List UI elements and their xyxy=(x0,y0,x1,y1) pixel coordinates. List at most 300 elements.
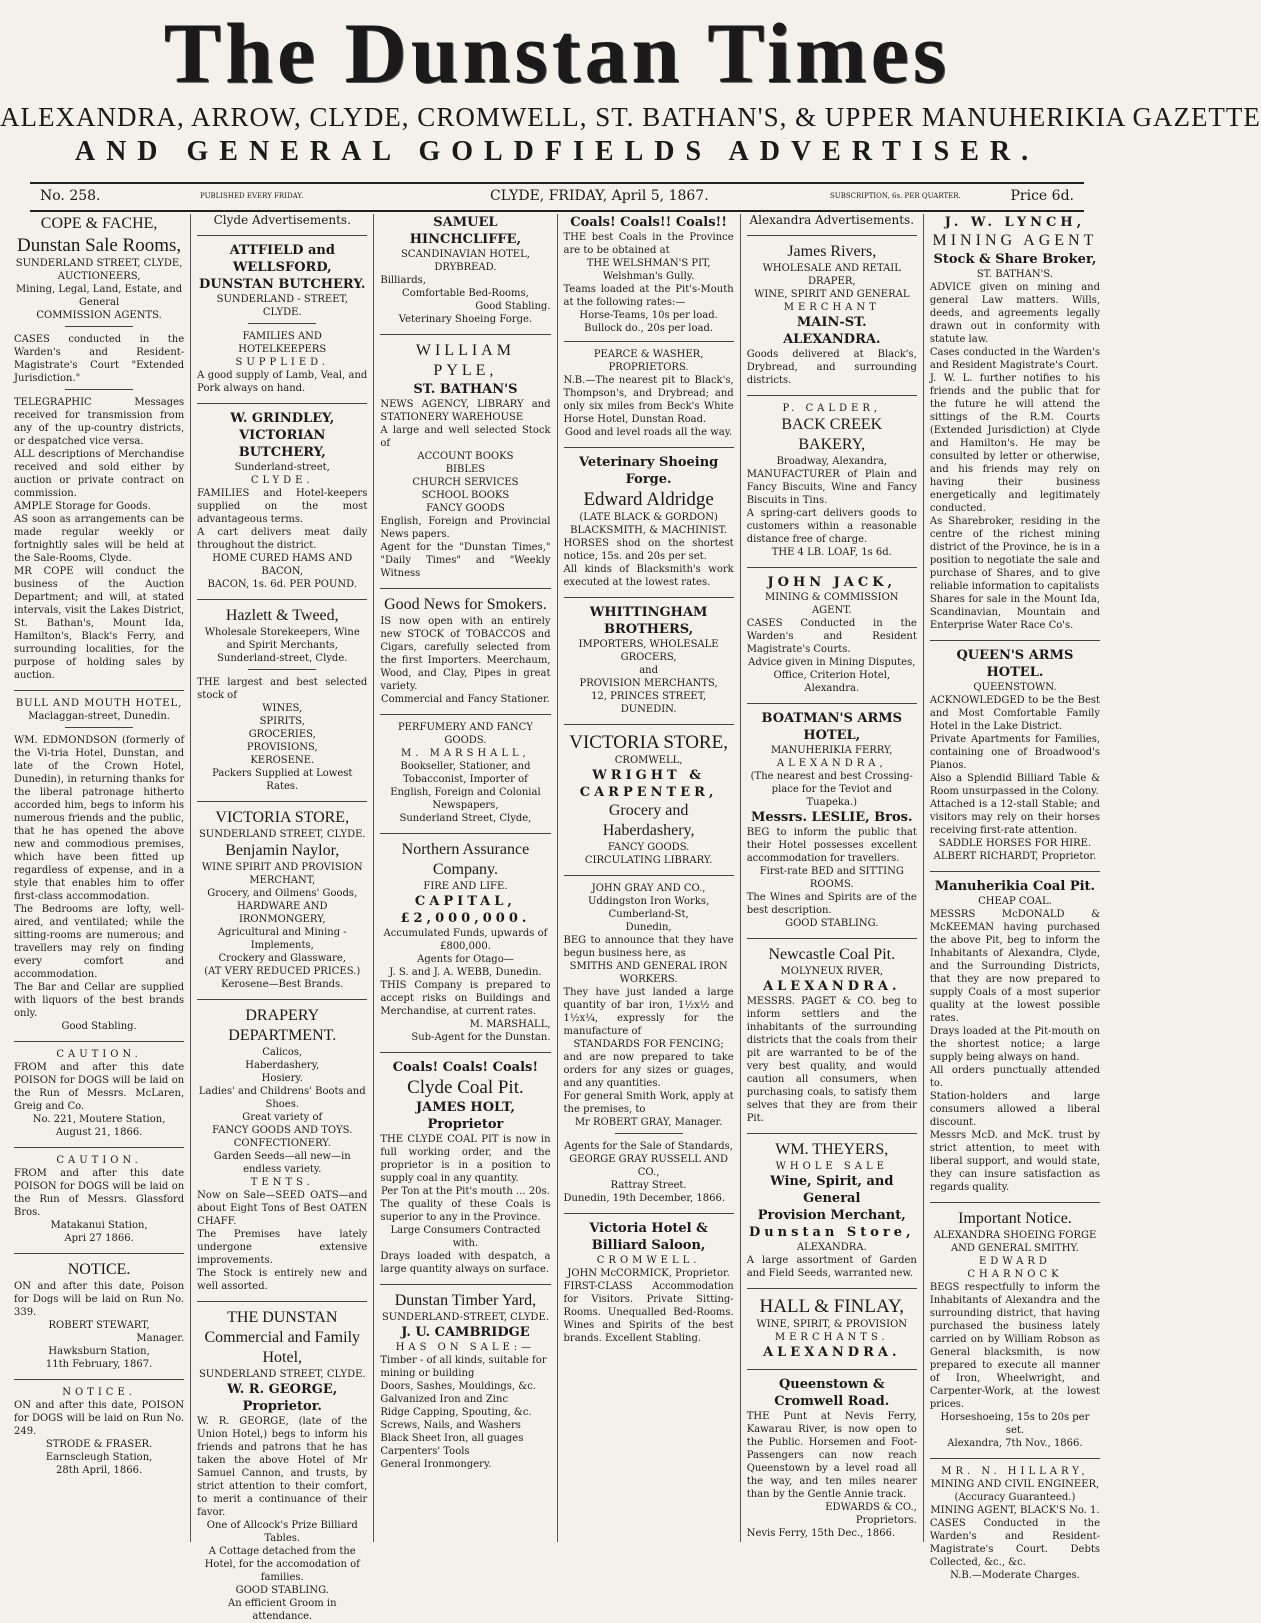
notice-title: NOTICE. xyxy=(62,1387,136,1398)
ad-line: CIRCULATING LIBRARY. xyxy=(584,855,713,866)
ad-line: PROVISION MERCHANTS, xyxy=(579,678,718,689)
ad-paragraph: J. W. L. further notifies to his friends and the public that for the future he will attend the sittings of the R.M. Courts (Extended Jurisdiction) at Clyde and Hamilton's. He may be consulted by letter or otherwise, and his friends may rely on having their business energetically and legitimately conducted. xyxy=(929,373,1101,514)
ad-line: Bullock do., 20s per load. xyxy=(584,323,714,334)
ad-title: Queenstown & Cromwell Road. xyxy=(774,1377,890,1409)
ad-paragraph: ADVICE given on mining and general Law matters. Wills, deeds, and agreements legally drawn out in conformity with statute law. xyxy=(929,282,1101,345)
ad-line: BLACKSMITH, & MACHINIST. xyxy=(570,525,728,536)
ad-item: SCHOOL BOOKS xyxy=(421,490,510,501)
ad-paragraph: N.B.—The nearest pit to Black's, Thompson's, and Drybread; and only six miles from Beck's White Horse Hotel, Dunstan Road. xyxy=(563,375,734,425)
ad-line: BACON, 1s. 6d. PER POUND. xyxy=(207,579,358,590)
ad-line: Veterinary Shoeing Forge. xyxy=(398,314,533,325)
ad-item: KEROSENE. xyxy=(250,755,315,766)
ad-line: Nevis Ferry, 15th Dec., 1866. xyxy=(746,1528,896,1539)
ad-paragraph: All orders punctually attended to. xyxy=(929,1065,1101,1089)
ad-paragraph: BEG to inform the public that their Hotel possesses excellent accommodation for travellers. xyxy=(746,827,917,864)
ad-line: HOME CURED HAMS AND BACON, xyxy=(212,553,353,577)
ad-subtitle: WINE, SPIRIT, & PROVISION xyxy=(756,1319,908,1330)
ad-name: P. CALDER, xyxy=(782,403,882,414)
ad-victoria-store-cromwell xyxy=(564,731,734,867)
ad-queens-arms xyxy=(930,647,1100,863)
ad-line: AUCTIONEERS, xyxy=(57,271,141,282)
ad-item: FANCY GOODS xyxy=(426,503,505,514)
ad-hazlett-tweed xyxy=(197,606,367,793)
ad-paragraph: THE CLYDE COAL PIT is now in full working order, and the proprietor is in a position to supply coal in any quantity. xyxy=(380,1134,551,1184)
ad-subtitle: DUNSTAN BUTCHERY. xyxy=(199,277,366,292)
ad-charnock xyxy=(930,1209,1100,1450)
ad-line: Horse-Teams, 10s per load. xyxy=(579,310,718,321)
column-4 xyxy=(558,214,741,1542)
ad-town: Dunedin, xyxy=(625,922,672,933)
ad-line: STANDARDS FOR FENCING; xyxy=(573,1039,724,1050)
ad-name: JOHN GRAY AND CO., xyxy=(591,883,706,894)
ad-line: Advice given in Mining Disputes, xyxy=(748,657,916,668)
subscription-note: SUBSCRIPTION, 6s. PER QUARTER. xyxy=(830,192,961,200)
ad-paragraph: CASES conducted in the Warden's and Resident-Magistrate's Court "Extended Jurisdiction." xyxy=(14,334,185,384)
ad-name: JOHN McCORMICK, Proprietor. xyxy=(567,1268,730,1279)
ad-marshall xyxy=(380,721,550,825)
column-2 xyxy=(191,213,374,1622)
ad-subtitle: Grocery and Haberdashery, xyxy=(602,802,695,839)
ad-line: English, Foreign and Colonial Newspapers, xyxy=(390,787,541,811)
ad-line: Mining, Legal, Land, Estate, and General xyxy=(16,284,183,308)
ad-address: SUNDERLAND STREET, CLYDE. xyxy=(198,829,366,840)
ad-line: Good Stabling. xyxy=(61,1021,137,1032)
ad-town: ALEXANDRA. xyxy=(796,1242,867,1253)
column-3 xyxy=(374,214,557,1542)
published-note: PUBLISHED EVERY FRIDAY. xyxy=(200,192,304,200)
ad-town: CROMWELL, xyxy=(614,755,683,766)
ad-back-creek-bakery xyxy=(747,402,917,559)
ad-paragraph: A large assortment of Garden and Field Seeds, warranted new. xyxy=(746,1255,917,1279)
ad-line: GOOD STABLING. xyxy=(785,918,879,929)
ad-line: Packers Supplied at Lowest Rates. xyxy=(212,768,353,792)
section-header: Clyde Advertisements. xyxy=(213,213,351,227)
ad-paragraph: Now on Sale—SEED OATS—and about Eight Tons of Best OATEN CHAFF. xyxy=(197,1190,368,1227)
ad-subtitle: MERCHANTS. xyxy=(774,1332,889,1343)
ad-line: CONFECTIONERY. xyxy=(233,1138,331,1149)
ad-item: BIBLES xyxy=(445,464,486,475)
masthead xyxy=(0,0,1261,170)
ad-item: GROCERIES, xyxy=(248,729,316,740)
ad-subtitle: WHOLE SALE xyxy=(775,1161,888,1172)
ad-title: COPE & FACHE, xyxy=(40,215,158,232)
ad-line: Ladies' and Childrens' Boots and Shoes. xyxy=(198,1086,366,1110)
ad-line: Sunderland Street, Clyde, xyxy=(399,813,532,824)
ad-line: Large Consumers Contracted with. xyxy=(390,1225,541,1249)
ad-line: Provision Merchant, xyxy=(757,1208,906,1223)
place-date: CLYDE, FRIDAY, April 5, 1867. xyxy=(490,188,709,204)
ad-item: SPIRITS, xyxy=(259,716,305,727)
ad-address: MAIN-ST. ALEXANDRA. xyxy=(783,315,881,347)
ad-line: Hosiery. xyxy=(261,1073,303,1084)
ad-title: Hazlett & Tweed, xyxy=(225,607,339,624)
ad-line: Good and level roads all the way. xyxy=(564,427,733,438)
ad-paragraph: BEGS respectfully to inform the Inhabitants of Alexandra and the surrounding district, that having purchased the business lately carried on by William Robson as General blacksmith, is now prepared to execute all manner of Iron, Wheelwright, and Carpenter-Work, at the lowest prices. xyxy=(929,1282,1101,1410)
ad-paragraph: All kinds of Blacksmith's work executed at the lowest rates. xyxy=(563,564,734,588)
ad-item: Galvanized Iron and Zinc xyxy=(380,1394,509,1405)
ad-paragraph: THE Punt at Nevis Ferry, Kawarau River, is now open to the Public. Horsemen and Foot-Passengers can now reach Queenstown by a level road all the way, and ten miles nearer than by the Gentle Annie track. xyxy=(746,1411,917,1500)
ad-paragraph: A good supply of Lamb, Veal, and Pork always on hand. xyxy=(197,370,368,394)
ad-queenstown-road xyxy=(747,1376,917,1540)
ad-town: CLYDE. xyxy=(250,475,314,486)
ad-title: Veterinary Shoeing Forge. xyxy=(578,455,719,487)
notice-text: FROM and after this date POISON for DOGS will be laid on the Run of Messrs. Glassford Bros. xyxy=(14,1168,185,1218)
ad-victoria-hotel xyxy=(564,1220,734,1345)
notice-line: Matakanui Station, xyxy=(50,1220,148,1231)
price: Price 6d. xyxy=(1010,188,1074,204)
ad-line: and xyxy=(639,665,658,676)
ad-line: (LATE BLACK & GORDON) xyxy=(579,512,718,523)
ad-title: BOATMAN'S ARMS HOTEL, xyxy=(761,711,903,743)
ad-line: N.B.—Moderate Charges. xyxy=(950,1570,1080,1581)
ad-paragraph: Also a Splendid Billiard Table & Room unsurpassed in the Colony. xyxy=(929,773,1101,797)
columns xyxy=(8,213,1106,1622)
ad-line: Billiards, xyxy=(380,275,426,286)
ad-paragraph: Drays loaded at the Pit-mouth on the shortest notice; a large supply being always on hand. xyxy=(929,1026,1101,1063)
ad-paragraph: FAMILIES and Hotel-keepers supplied on the most advantageous terms. xyxy=(197,488,368,525)
ad-paragraph: AMPLE Storage for Goods. xyxy=(14,501,151,512)
ad-title: ATTFIELD and WELLSFORD, xyxy=(229,243,335,275)
ad-line: Accumulated Funds, upwards of £800,000. xyxy=(383,928,548,952)
ad-paragraph: Cases conducted in the Warden's and Resident Magistrate's Court. xyxy=(929,347,1101,371)
notice-line: ROBERT STEWART, xyxy=(48,1320,150,1331)
ad-subtitle: MANUHERIKIA FERRY, xyxy=(771,745,893,756)
notice-text: ON and after this date, POISON for DOGS will be laid on Run No. 249. xyxy=(14,1400,185,1437)
ad-line: Great variety of xyxy=(242,1112,323,1123)
ad-address: Sunderland-street, xyxy=(234,462,330,473)
section-header: Alexandra Advertisements. xyxy=(749,213,915,227)
ad-line: Proprietors. xyxy=(855,1515,917,1526)
ad-title: HALL & FINLAY, xyxy=(759,1296,904,1317)
notice-line: Earnscleugh Station, xyxy=(45,1452,153,1463)
ad-line: Haberdashery, xyxy=(245,1060,320,1071)
ad-line: Agricultural and Mining - Implements, xyxy=(217,927,347,951)
ad-line: Garden Seeds—all new—in endless variety. xyxy=(213,1151,351,1175)
ad-line: Rattray Street. xyxy=(610,1180,687,1191)
ad-line: Bookseller, Stationer, and Tobacconist, Importer of xyxy=(400,761,531,785)
ad-subtitle: Dunstan Sale Rooms, xyxy=(17,235,182,256)
ad-town: DRYBREAD. xyxy=(434,262,497,273)
ad-line: An efficient Groom in attendance. xyxy=(227,1598,337,1622)
ad-hall-finlay xyxy=(747,1295,917,1361)
ad-line: M. MARSHALL, xyxy=(469,1019,551,1030)
ad-line: ALBERT RICHARDT, Proprietor. xyxy=(933,851,1097,862)
ad-paragraph: FIRST-CLASS Accommodation for Visitors. Private Sitting-Rooms. Unequalled Bed-Rooms. Wines and Spirits of the best brands. Excellent Stabling. xyxy=(563,1281,734,1344)
ad-title: Manuherikia Coal Pit. xyxy=(934,879,1096,894)
ad-line: SUPPLIED. xyxy=(235,357,329,368)
ad-line: J. S. and J. A. WEBB, Dunedin. xyxy=(389,967,542,978)
ad-paragraph: The Stock is entirely new and well assorted. xyxy=(197,1268,368,1292)
column-1 xyxy=(8,214,191,1542)
ad-line: Horseshoeing, 15s to 20s per set. xyxy=(940,1412,1090,1436)
notice-date: 11th February, 1867. xyxy=(45,1359,153,1370)
ad-line: Good Stabling. xyxy=(475,301,551,312)
ad-title: VICTORIA STORE, xyxy=(215,809,350,826)
ad-paragraph: Goods delivered at Black's, Drybread, and surrounding districts. xyxy=(746,349,917,386)
ad-lynch xyxy=(930,214,1100,632)
ad-line: Per Ton at the Pit's mouth ... 20s. xyxy=(381,1186,550,1197)
ad-line: Comfortable Bed-Rooms, xyxy=(402,288,529,299)
ad-line: Wine, Spirit, and General xyxy=(770,1174,894,1206)
ad-line: SADDLE HORSES FOR HIRE. xyxy=(938,838,1092,849)
ad-line: IMPORTERS, WHOLESALE GROCERS, xyxy=(578,639,719,663)
ad-item: Black Sheet Iron, all guages xyxy=(380,1433,524,1444)
notice-2 xyxy=(14,1386,184,1477)
ad-good-news-smokers xyxy=(380,595,550,706)
notice-title: CAUTION. xyxy=(56,1049,142,1060)
ad-name: MR. N. HILLARY, xyxy=(941,1466,1089,1477)
ad-town: ST. BATHAN'S xyxy=(413,382,518,397)
ad-item: Doors, Sashes, Mouldings, &c. xyxy=(380,1381,536,1392)
ad-line: COMMISSION AGENTS. xyxy=(36,310,162,321)
ad-paragraph: Drays loaded with despatch, a large quantity always on surface. xyxy=(380,1251,551,1275)
ad-line: (Accuracy Guaranteed.) xyxy=(954,1492,1076,1503)
ad-line: Agents for Otago— xyxy=(417,954,514,965)
ad-line: HARDWARE AND IRONMONGERY, xyxy=(237,901,328,925)
ad-town: ALEXANDRA. xyxy=(763,979,901,994)
ad-address: 12, PRINCES STREET, DUNEDIN. xyxy=(591,691,707,715)
ad-line: Crockery and Glassware, xyxy=(218,953,346,964)
ad-paragraph: Teams loaded at the Pit's-Mouth at the following rates:— xyxy=(563,284,734,308)
ad-welshmans-pit xyxy=(564,214,734,439)
ad-paragraph: For general Smith Work, apply at the premises, to xyxy=(563,1091,734,1115)
ad-paragraph: MANUFACTURER of Plain and Fancy Biscuits, Wine and Fancy Biscuits in Tins. xyxy=(746,469,917,506)
ad-address: Uddingston Iron Works, Cumberland-St, xyxy=(588,896,710,920)
newspaper-subtitle: ALEXANDRA, ARROW, CLYDE, CROMWELL, ST. BATHAN'S, & UPPER MANUHERIKIA GAZETTE xyxy=(0,102,1261,132)
ad-subtitle: FIRE AND LIFE. xyxy=(423,881,508,892)
notice-line: Hawksburn Station, xyxy=(48,1346,150,1357)
ad-paragraph: Shares for sale in the Mount Ida, Scandinavian, Mountain and Enterprise Water Race Co's. xyxy=(929,594,1101,631)
ad-title: VICTORIA STORE, xyxy=(569,732,728,753)
ad-item: Timber - of all kinds, suitable for mining or building xyxy=(380,1355,547,1379)
ad-name: W. R. GEORGE, Proprietor. xyxy=(227,1382,338,1414)
ad-theyers xyxy=(747,1140,917,1280)
ad-name: M. MARSHALL, xyxy=(401,748,530,759)
ad-subtitle: SCANDINAVIAN HOTEL, xyxy=(400,249,530,260)
ad-title: DRAPERY DEPARTMENT. xyxy=(228,1007,337,1044)
newspaper-subtitle-2: AND GENERAL GOLDFIELDS ADVERTISER. xyxy=(74,136,1040,167)
ad-paragraph: As Sharebroker, residing in the centre of the richest mining district of the Province, he is in a position to negotiate the sale and purchase of Shares, and to give reliable information to capitalists xyxy=(929,516,1101,592)
ad-address: SUNDERLAND STREET, CLYDE, xyxy=(15,258,183,269)
ad-title: BULL AND MOUTH HOTEL, xyxy=(15,698,183,709)
notice-date: Apri 27 1866. xyxy=(64,1233,134,1244)
ad-title: Victoria Hotel & Billiard Saloon, xyxy=(589,1221,708,1253)
notice-1 xyxy=(14,1260,184,1371)
ad-title: THE DUNSTAN xyxy=(227,1309,338,1326)
ad-title: Northern Assurance Company. xyxy=(401,841,530,878)
ad-item: PROVISIONS, xyxy=(246,742,318,753)
ad-dunstan-hotel xyxy=(197,1308,367,1623)
ad-hinchcliffe xyxy=(380,214,550,326)
ad-subtitle: ALEXANDRA SHOEING FORGE AND GENERAL SMITHY. xyxy=(933,1230,1097,1254)
ad-edward-aldridge xyxy=(564,454,734,589)
ad-town: CROMWELL. xyxy=(596,1255,701,1266)
ad-item: Screws, Nails, and Washers xyxy=(380,1420,521,1431)
ad-title: QUEEN'S ARMS HOTEL. xyxy=(956,648,1074,680)
notice-line: STRODE & FRASER. xyxy=(45,1439,153,1450)
ad-title: SAMUEL HINCHCLIFFE, xyxy=(409,215,522,247)
ad-paragraph: BEG to announce that they have begun business here, as xyxy=(563,935,734,959)
ad-title: Dunstan Timber Yard, xyxy=(394,1292,537,1309)
ad-name: J. W. LYNCH, xyxy=(944,215,1086,230)
notice-caution-2 xyxy=(14,1154,184,1245)
ad-subtitle: Stock & Share Broker, xyxy=(933,252,1097,267)
ad-line: THE WELSHMAN'S PIT, xyxy=(586,258,711,269)
ad-name: Benjamin Naylor, xyxy=(225,842,340,859)
ad-line: SMITHS AND GENERAL IRON WORKERS. xyxy=(569,961,728,985)
ad-name: Edward Aldridge xyxy=(583,489,714,510)
ad-line: GEORGE GRAY RUSSELL AND CO., xyxy=(569,1154,729,1178)
ad-name: W. GRINDLEY, xyxy=(230,411,335,426)
ad-address: SUNDERLAND - STREET, CLYDE. xyxy=(216,294,348,318)
ad-line: Dunedin, 19th December, 1866. xyxy=(563,1193,726,1204)
ad-line: FAMILIES AND HOTELKEEPERS xyxy=(238,331,327,355)
ad-paragraph: They have just landed a large quantity of bar iron, 1½x½ and 1½x¼, expressly for the manufacture of xyxy=(563,987,734,1037)
ad-line: GOOD STABLING. xyxy=(235,1585,329,1596)
ad-title: VICTORIAN BUTCHERY, xyxy=(238,428,326,460)
ad-paragraph: A large and well selected Stock of xyxy=(380,425,551,449)
ad-manuherikia-coal xyxy=(930,878,1100,1194)
ad-paragraph: The Bar and Cellar are supplied with liquors of the best brands only. xyxy=(14,982,185,1019)
ad-paragraph: CASES Conducted in the Warden's and Resident Magistrate's Courts. xyxy=(746,618,917,655)
ad-line: (The nearest and best Crossing-place for the Teviot and Tuapeka.) xyxy=(750,771,913,808)
ad-paragraph: The quality of these Coals is superior to any in the Province. xyxy=(380,1199,551,1223)
ad-cope-fache xyxy=(14,214,184,682)
ad-william-pyle xyxy=(380,341,550,580)
ad-whittingham xyxy=(564,604,734,716)
ad-name: WM. THEYERS, xyxy=(775,1141,889,1158)
ad-line: Mr ROBERT GRAY, Manager. xyxy=(574,1117,723,1128)
ad-subtitle: Commercial and Family Hotel, xyxy=(204,1329,361,1366)
ad-paragraph: Agent for the "Dunstan Times," "Daily Times" and "Weekly Witness xyxy=(380,542,551,579)
ad-title: BACK CREEK BAKERY, xyxy=(781,416,883,453)
ad-address: Sunderland-street, Clyde. xyxy=(217,653,348,664)
ad-paragraph: A cart delivers meat daily throughout the district. xyxy=(197,527,368,551)
ad-address: SUNDERLAND-STREET, CLYDE. xyxy=(381,1312,549,1323)
ad-paragraph: A spring-cart delivers goods to customers within a reasonable distance free of charge. xyxy=(746,508,917,545)
notice-line: Manager. xyxy=(136,1333,185,1344)
ad-line: A Cottage detached from the Hotel, for the accomodation of families. xyxy=(204,1546,360,1583)
notice-text: FROM and after this date POISON for DOGS will be laid on the Run of Messrs. McLaren, Greig and Co. xyxy=(14,1062,185,1112)
ad-paragraph: Attached is a 12-stall Stable; and visitors may rely on their horses receiving first-rate attention. xyxy=(929,799,1101,836)
notice-date: August 21, 1866. xyxy=(55,1127,143,1138)
ad-grindley xyxy=(197,410,367,591)
ad-paragraph: THIS Company is prepared to accept risks on Buildings and Merchandise, at current rates. xyxy=(380,980,551,1017)
ad-line: PEARCE & WASHER, PROPRIETORS. xyxy=(593,349,704,373)
notice-caution-1 xyxy=(14,1048,184,1139)
ad-title: Coals! Coals! Coals! xyxy=(392,1060,539,1075)
ad-subtitle: MOLYNEUX RIVER, xyxy=(780,966,884,977)
ad-title: Important Notice. xyxy=(958,1210,1072,1227)
ad-paragraph: MESSRS McDONALD & McKEEMAN having purchased the above Pit, beg to inform the Inhabitants of Alexandra, Clyde, and the Surrounding Districts, that they are now prepared to supply Coals of a most superior quality at the lowest possible rates. xyxy=(929,909,1101,1024)
ad-paragraph: The Premises have lately undergone extensive improvements. xyxy=(197,1229,368,1266)
ad-title: Good News for Smokers. xyxy=(384,596,547,613)
ad-title: James Rivers, xyxy=(787,243,877,260)
dateline xyxy=(30,182,1084,212)
ad-line: Dunstan Store, xyxy=(748,1225,915,1240)
notice-text: ON and after this date, Poison for Dogs will be laid on Run No. 339. xyxy=(14,1281,185,1318)
ad-line: One of Allcock's Prize Billiard Tables. xyxy=(206,1520,358,1544)
ad-town: ALEXANDRA, xyxy=(776,758,887,769)
ad-paragraph: CASES Conducted in the Warden's and Resident-Magistrate's Court. Debts Collected, &c., &c. xyxy=(929,1518,1101,1568)
ad-subtitle: CHEAP COAL. xyxy=(978,896,1052,907)
ad-northern-assurance xyxy=(380,840,550,1044)
ad-line: Welshman's Gully. xyxy=(602,271,695,282)
notice-title: NOTICE. xyxy=(67,1261,131,1278)
ad-paragraph: THE best Coals in the Province are to be obtained at xyxy=(563,232,734,256)
ad-name: EDWARD CHARNOCK xyxy=(967,1256,1063,1280)
ad-line: WINE SPIRIT AND PROVISION MERCHANT, xyxy=(201,862,363,886)
ad-item: WINES, xyxy=(262,703,303,714)
ad-town: ST. BATHAN'S. xyxy=(976,269,1054,280)
ad-title: MINING AGENT xyxy=(932,232,1098,249)
ad-paragraph: ALL descriptions of Merchandise received and sold either by auction or private contract on commission. xyxy=(14,449,185,499)
ad-paragraph: NEWS AGENCY, LIBRARY and STATIONERY WAREHOUSE xyxy=(380,399,551,423)
ad-line: EDWARDS & CO., xyxy=(825,1502,917,1513)
ad-line: Sub-Agent for the Dunstan. xyxy=(411,1032,551,1043)
ad-boatmans-arms xyxy=(747,710,917,930)
ad-line: Office, Criterion Hotel, Alexandra. xyxy=(773,670,891,694)
ad-paragraph: WM. EDMONDSON (formerly of the Vi-tria Hotel, Dunstan, and late of the Crown Hotel, Dunedin), in returning thanks for the liberal patronage hitherto accorded him, begs to inform his numerous friends and the public, that he has opened the above new and commodious premises, which have been fitted up regardless of expense, and in a style that enables him to offer first-class accommodation. xyxy=(14,735,185,902)
ad-john-gray xyxy=(564,882,734,1205)
ad-line: FANCY GOODS. xyxy=(607,842,690,853)
ad-address: Maclaggan-street, Dunedin. xyxy=(28,711,170,722)
ad-timber-yard xyxy=(380,1291,550,1471)
ad-subtitle: MINING & COMMISSION AGENT. xyxy=(764,592,899,616)
ad-name: WRIGHT & CARPENTER, xyxy=(579,768,718,800)
ad-item: Ridge Capping, Spouting, &c. xyxy=(380,1407,532,1418)
ad-drapery xyxy=(197,1006,367,1293)
ad-line: THE 4 LB. LOAF, 1s 6d. xyxy=(771,547,892,558)
ad-item: ACCOUNT BOOKS xyxy=(417,451,514,462)
ad-line: FANCY GOODS AND TOYS. xyxy=(212,1125,353,1136)
ad-title: Newcastle Coal Pit. xyxy=(768,946,896,963)
ad-address: Broadway, Alexandra, xyxy=(776,456,887,467)
ad-paragraph: and are now prepared to take orders for any sizes or guages, and any quantities. xyxy=(563,1052,734,1089)
ad-subtitle: Clyde Coal Pit. xyxy=(407,1077,524,1098)
notice-title: CAUTION. xyxy=(56,1155,142,1166)
ad-john-jack xyxy=(747,574,917,695)
ad-paragraph: Station-holders and large consumers allowed a liberal discount. xyxy=(929,1091,1101,1128)
ad-attfield-wellsford xyxy=(197,242,367,395)
ad-subtitle: HAS ON SALE:— xyxy=(395,1342,536,1353)
ad-item: Carpenters' Tools xyxy=(380,1446,470,1457)
ad-paragraph: TELEGRAPHIC Messages received for transmission from any of the up-country districts, or despatched vice versa. xyxy=(14,397,185,447)
ad-subtitle: MINING AND CIVIL ENGINEER, xyxy=(930,1479,1100,1490)
ad-line: Calicos, xyxy=(262,1047,303,1058)
column-header xyxy=(197,214,367,227)
notice-date: 28th April, 1866. xyxy=(56,1465,143,1476)
ad-paragraph: HORSES shod on the shortest notice, 15s. and 20s per set. xyxy=(563,538,734,562)
ad-hillary xyxy=(930,1465,1100,1582)
ad-paragraph: THE largest and best selected stock of xyxy=(197,677,368,701)
issue-number: No. 258. xyxy=(40,188,101,204)
ad-paragraph: AS soon as arrangements can be made regular weekly or fortnightly sales will be held at the Sale-Rooms, Clyde. xyxy=(14,514,185,564)
ad-paragraph: Private Apartments for Families, containing one of Broadwood's Pianos. xyxy=(929,734,1101,771)
ad-name: J. U. CAMBRIDGE xyxy=(401,1325,530,1340)
column-header xyxy=(747,214,917,227)
ad-town: ALEXANDRA. xyxy=(763,1345,901,1360)
ad-address: SUNDERLAND STREET, CLYDE. xyxy=(198,1369,366,1380)
ad-title: WILLIAM PYLE, xyxy=(415,342,515,379)
ad-clyde-coal-pit xyxy=(380,1059,550,1276)
ad-name: Messrs. LESLIE, Bros. xyxy=(751,810,913,825)
notice-line: No. 221, Moutere Station, xyxy=(32,1114,166,1125)
ad-james-rivers xyxy=(747,242,917,387)
ad-line: Kerosene—Best Brands. xyxy=(221,979,344,990)
ad-title: PERFUMERY AND FANCY GOODS. xyxy=(397,722,533,746)
ad-title: WHITTINGHAM BROTHERS, xyxy=(589,605,708,637)
